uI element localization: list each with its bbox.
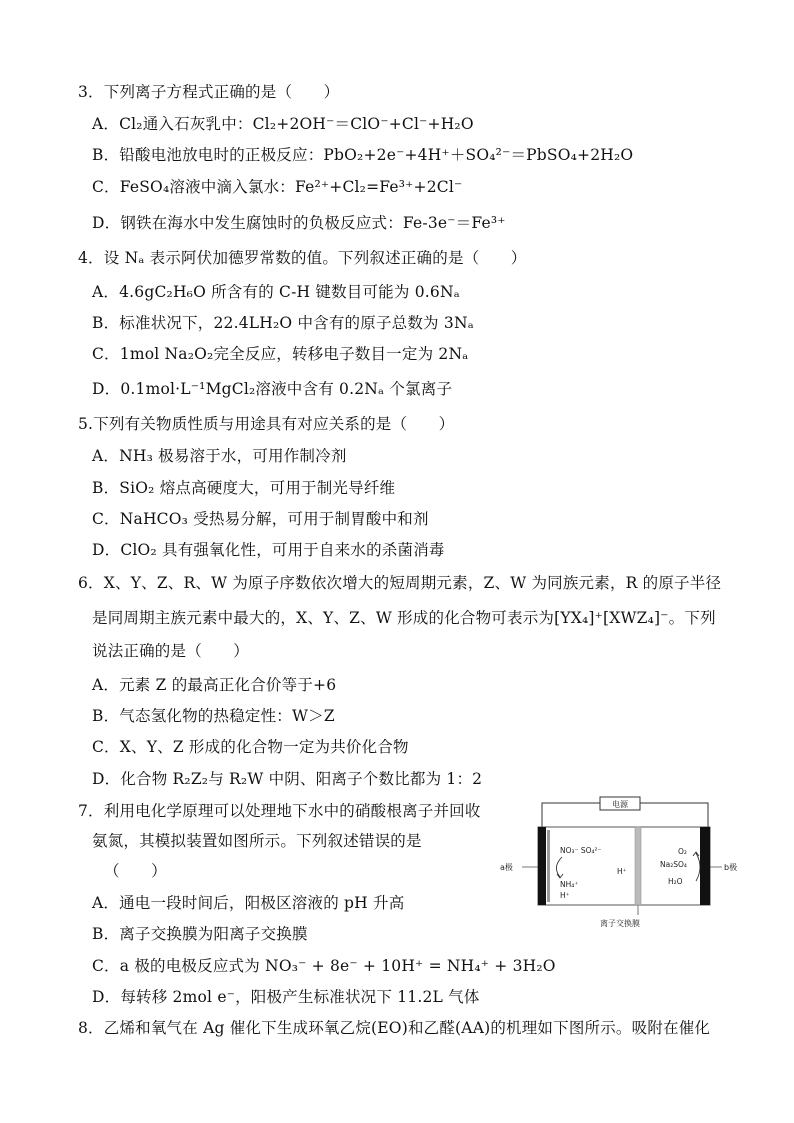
oxidation-arrow-head [693, 852, 699, 856]
right-h2o-label: H₂O [668, 877, 683, 886]
q6-option-a: A．元素 Z 的最高正化合价等于+6 [92, 676, 337, 694]
q6-option-d: D．化合物 R₂Z₂与 R₂W 中阴、阳离子个数比都为 1：2 [92, 770, 483, 788]
q7-option-d: D．每转移 2mol e⁻，阳极产生标准状况下 11.2L 气体 [92, 988, 480, 1006]
middle-h-label: H⁺ [617, 867, 627, 876]
q6-stem-line2: 是同周期主族元素中最大的，X、Y、Z、W 形成的化合物可表示为[YX₄]⁺[XWZ₄]⁻。下列 [92, 609, 716, 627]
membrane-label: 离子交换膜 [600, 919, 640, 928]
left-h-label: H⁺ [560, 891, 570, 900]
q3-option-a: A．Cl₂通入石灰乳中：Cl₂+2OH⁻＝ClO⁻+Cl⁻+H₂O [92, 115, 474, 133]
q6-stem-line3: 说法正确的是（ ） [92, 642, 250, 660]
q4-option-c: C．1mol Na₂O₂完全反应，转移电子数目一定为 2Nₐ [92, 345, 469, 363]
q4-stem: 4．设 Nₐ 表示阿伏加德罗常数的值。下列叙述正确的是（ ） [78, 249, 527, 267]
q7-option-b: B．离子交换膜为阳离子交换膜 [92, 925, 308, 943]
q3-stem: 3．下列离子方程式正确的是（ ） [78, 83, 340, 101]
electrolysis-diagram [500, 795, 750, 935]
q3-option-b: B．铅酸电池放电时的正极反应：PbO₂+2e⁻+4H⁺＋SO₄²⁻＝PbSO₄+2H₂O [92, 146, 634, 164]
right-na2so4-label: Na₂SO₄ [660, 860, 687, 869]
q3-option-c: C．FeSO₄溶液中滴入氯水：Fe²⁺+Cl₂=Fe³⁺+2Cl⁻ [92, 178, 463, 196]
electrode-a-label: a极 [500, 863, 513, 872]
q5-option-d: D．ClO₂ 具有强氧化性，可用于自来水的杀菌消毒 [92, 541, 445, 559]
q5-stem: 5.下列有关物质性质与用途具有对应关系的是（ ） [78, 415, 455, 433]
q7-stem-line2: 氨氮，其模拟装置如图所示。下列叙述错误的是 [92, 832, 422, 850]
left-ions-top: NO₃⁻ SO₄²⁻ [560, 846, 602, 855]
q3-option-d: D．钢铁在海水中发生腐蚀时的负极反应式：Fe-3e⁻＝Fe³⁺ [92, 214, 506, 232]
oxidation-arrow [696, 853, 700, 881]
q8-stem-line1: 8．乙烯和氧气在 Ag 催化下生成环氧乙烷(EO)和乙醛(AA)的机理如下图所示。吸附在催化 [78, 1019, 711, 1037]
electrode-b [700, 827, 710, 905]
electrode-a [538, 827, 546, 905]
q5-option-c: C．NaHCO₃ 受热易分解，可用于制胃酸中和剂 [92, 510, 429, 528]
ion-exchange-membrane [635, 827, 641, 905]
q4-option-d: D．0.1mol·L⁻¹MgCl₂溶液中含有 0.2Nₐ 个氯离子 [92, 380, 453, 398]
q7-stem-line3: （ ） [104, 862, 167, 880]
q5-option-b: B．SiO₂ 熔点高硬度大，可用于制光导纤维 [92, 479, 396, 497]
q6-option-c: C．X、Y、Z 形成的化合物一定为共价化合物 [92, 738, 409, 756]
electrode-a-layer [547, 830, 550, 902]
q5-option-a: A．NH₃ 极易溶于水，可用作制冷剂 [92, 447, 347, 465]
left-ions-bottom: NH₄⁺ [560, 880, 579, 889]
electrode-b-label: b极 [724, 863, 738, 872]
q6-option-b: B．气态氢化物的热稳定性：W＞Z [92, 707, 335, 725]
reduction-arrow-head [557, 874, 563, 878]
right-o2-label: O₂ [678, 847, 687, 856]
q7-stem-line1: 7．利用电化学原理可以处理地下水中的硝酸根离子并回收 [78, 802, 481, 820]
q6-stem-line1: 6．X、Y、Z、R、W 为原子序数依次增大的短周期元素，Z、W 为同族元素，R 的原子半径 [78, 574, 722, 592]
q7-option-c: C．a 极的电极反应式为 NO₃⁻ + 8e⁻ + 10H⁺ = NH₄⁺ + 3H₂O [92, 957, 556, 975]
q4-option-a: A．4.6gC₂H₆O 所含有的 C-H 键数目可能为 0.6Nₐ [92, 283, 460, 301]
power-source-label: 电源 [612, 800, 628, 809]
q4-option-b: B．标准状况下，22.4LH₂O 中含有的原子总数为 3Nₐ [92, 314, 474, 332]
q7-option-a: A．通电一段时间后，阳极区溶液的 pH 升高 [92, 894, 405, 912]
